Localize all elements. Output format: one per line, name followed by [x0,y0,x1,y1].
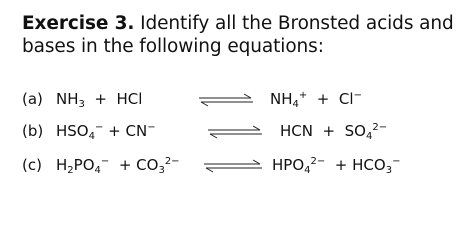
formula-text: H [56,156,68,174]
formula-text: + HCl [84,90,143,108]
formula-text: HPO [272,156,305,174]
equation-lhs [56,121,156,141]
formula-superscript: − [147,122,156,133]
formula-text: NH [56,90,79,108]
equilibrium-arrow-icon [197,91,255,109]
formula-subscript: 4 [365,131,373,142]
formula-text: + CN [103,122,148,140]
equation-lhs [56,89,142,109]
formula-subscript: 4 [88,131,95,142]
formula-superscript: 2− [164,156,180,167]
equation-label: (c) [22,156,42,174]
equilibrium-arrow-icon [206,123,264,141]
equation-a [22,89,462,111]
equation-label: (a) [22,90,43,108]
equation-label: (b) [22,122,44,140]
formula-subscript: 4 [292,99,299,110]
formula-subscript: 2 [67,165,74,176]
equation-c [22,155,462,177]
formula-text: HCN + SO [280,122,366,140]
equation-rhs [280,121,387,141]
exercise-label: Exercise 3. [22,13,135,34]
formula-subscript: 4 [94,165,101,176]
equation-b [22,121,462,143]
formula-superscript: − [392,156,401,167]
formula-text: + CO [109,156,159,174]
equation-lhs [56,155,180,175]
formula-superscript: + [298,90,308,101]
equation-rhs [270,89,362,109]
formula-superscript: 2− [310,156,326,167]
formula-text: + HCO [325,156,386,174]
formula-superscript: − [94,122,104,133]
formula-superscript: − [100,156,110,167]
exercise-prompt-line1: Identify all the Bronsted acids and [134,13,454,34]
formula-text: NH [270,90,293,108]
formula-text: HSO [56,122,89,140]
formula-superscript: − [353,90,362,101]
equation-rhs [272,155,400,175]
exercise-prompt-line2: bases in the following equations: [22,36,324,57]
exercise-heading [22,12,468,58]
formula-subscript: 3 [385,165,393,176]
formula-superscript: 2− [372,122,388,133]
formula-subscript: 3 [78,99,85,110]
formula-subscript: 4 [304,165,311,176]
formula-subscript: 3 [158,165,165,176]
formula-text: + Cl [307,90,354,108]
formula-text: PO [73,156,95,174]
equilibrium-arrow-icon [202,157,264,175]
